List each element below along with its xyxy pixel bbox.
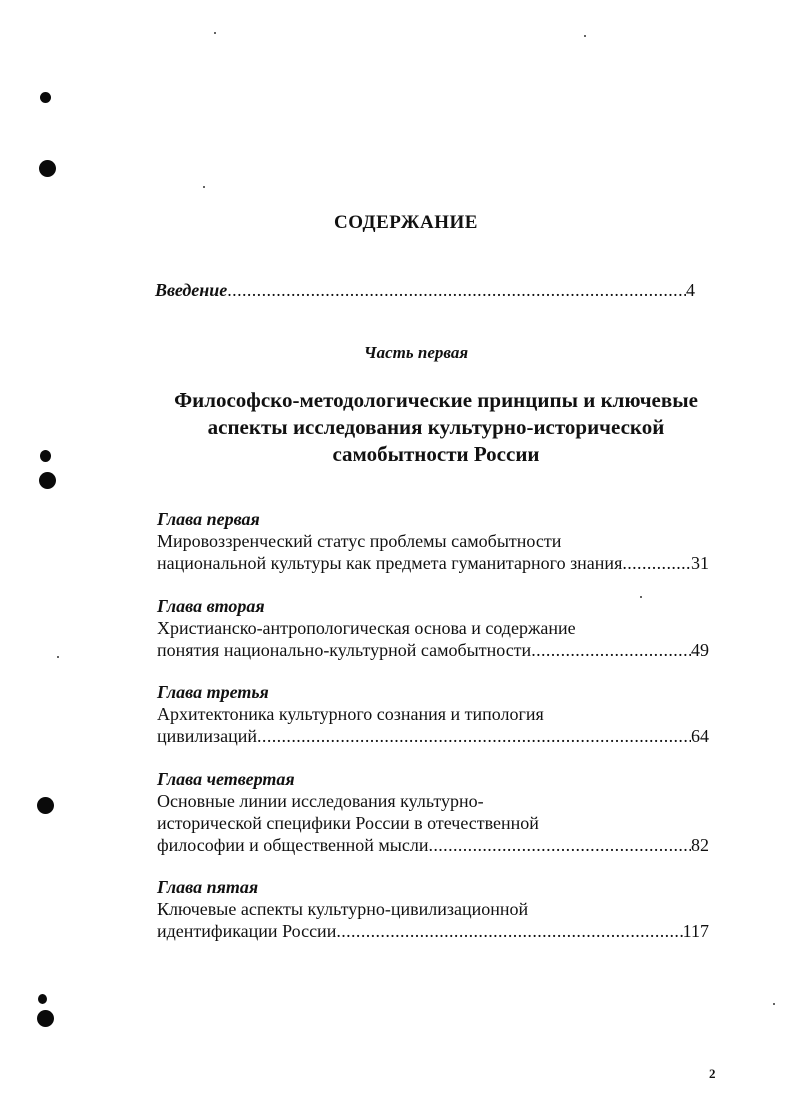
chapter-page: 31 bbox=[691, 553, 709, 573]
chapter-title-line: Архитектоника культурного сознания и типология bbox=[157, 704, 544, 724]
dot-leader bbox=[257, 725, 691, 747]
introduction-label: Введение bbox=[155, 280, 228, 300]
chapter-title-line: философии и общественной мысли bbox=[157, 835, 429, 855]
punch-hole-mark bbox=[37, 1010, 54, 1027]
punch-hole-mark bbox=[39, 472, 56, 489]
chapter-label: Глава пятая bbox=[157, 877, 259, 897]
part-title-line: аспекты исследования культурно-исторической bbox=[207, 415, 665, 439]
chapter-page: 82 bbox=[691, 835, 709, 855]
part-title-line: самобытности России bbox=[332, 442, 540, 466]
punch-hole-mark bbox=[37, 797, 54, 814]
chapter-title-line: идентификации России bbox=[157, 921, 337, 941]
toc-entry-chapter-2[interactable] bbox=[157, 595, 709, 661]
chapter-title-line: национальной культуры как предмета гуманитарного знания bbox=[157, 553, 623, 573]
chapter-title-line: Мировоззренческий статус проблемы самобытности bbox=[157, 531, 562, 551]
scan-speck bbox=[584, 35, 586, 37]
scan-speck bbox=[203, 186, 205, 188]
chapter-title-last-line bbox=[157, 639, 709, 661]
chapter-title-line: Основные линии исследования культурно- bbox=[157, 791, 484, 811]
dot-leader bbox=[336, 920, 682, 942]
dot-leader bbox=[531, 639, 691, 661]
dot-leader bbox=[227, 279, 686, 301]
toc-entry-introduction[interactable] bbox=[155, 279, 695, 301]
part-title bbox=[150, 387, 722, 468]
chapter-page: 49 bbox=[691, 640, 709, 660]
chapter-title-line: Христианско-антропологическая основа и содержание bbox=[157, 618, 576, 638]
chapter-page: 64 bbox=[691, 726, 709, 746]
part-label: Часть первая bbox=[363, 343, 469, 362]
chapter-title-line: исторической специфики России в отечественной bbox=[157, 813, 539, 833]
scan-speck bbox=[214, 32, 216, 34]
chapter-title-line: цивилизаций bbox=[157, 726, 258, 746]
chapter-page: 117 bbox=[682, 921, 709, 941]
punch-hole-mark bbox=[39, 160, 56, 177]
scan-speck bbox=[773, 1003, 775, 1005]
chapter-title-last-line bbox=[157, 552, 709, 574]
punch-hole-mark bbox=[40, 92, 51, 103]
toc-entry-chapter-5[interactable] bbox=[157, 876, 709, 942]
page-title: СОДЕРЖАНИЕ bbox=[334, 212, 478, 233]
chapter-title-line: понятия национально-культурной самобытности bbox=[157, 640, 532, 660]
chapter-title-last-line bbox=[157, 920, 709, 942]
chapter-label: Глава четвертая bbox=[157, 769, 295, 789]
scan-speck bbox=[57, 656, 59, 658]
chapter-title-last-line bbox=[157, 725, 709, 747]
part-title-line: Философско-методологические принципы и ключевые bbox=[174, 388, 698, 412]
chapter-title-line: Ключевые аспекты культурно-цивилизационной bbox=[157, 899, 529, 919]
chapter-label: Глава вторая bbox=[157, 596, 265, 616]
punch-hole-mark bbox=[40, 450, 51, 462]
punch-hole-mark bbox=[38, 994, 47, 1004]
chapter-label: Глава первая bbox=[157, 509, 260, 529]
toc-entry-chapter-4[interactable] bbox=[157, 768, 709, 856]
page-number: 2 bbox=[709, 1066, 716, 1081]
toc-entry-chapter-3[interactable] bbox=[157, 681, 709, 747]
dot-leader bbox=[428, 834, 691, 856]
toc-entry-chapter-1[interactable] bbox=[157, 508, 709, 574]
dot-leader bbox=[622, 552, 691, 574]
introduction-page: 4 bbox=[686, 280, 695, 300]
chapter-label: Глава третья bbox=[157, 682, 269, 702]
chapter-title-last-line bbox=[157, 834, 709, 856]
